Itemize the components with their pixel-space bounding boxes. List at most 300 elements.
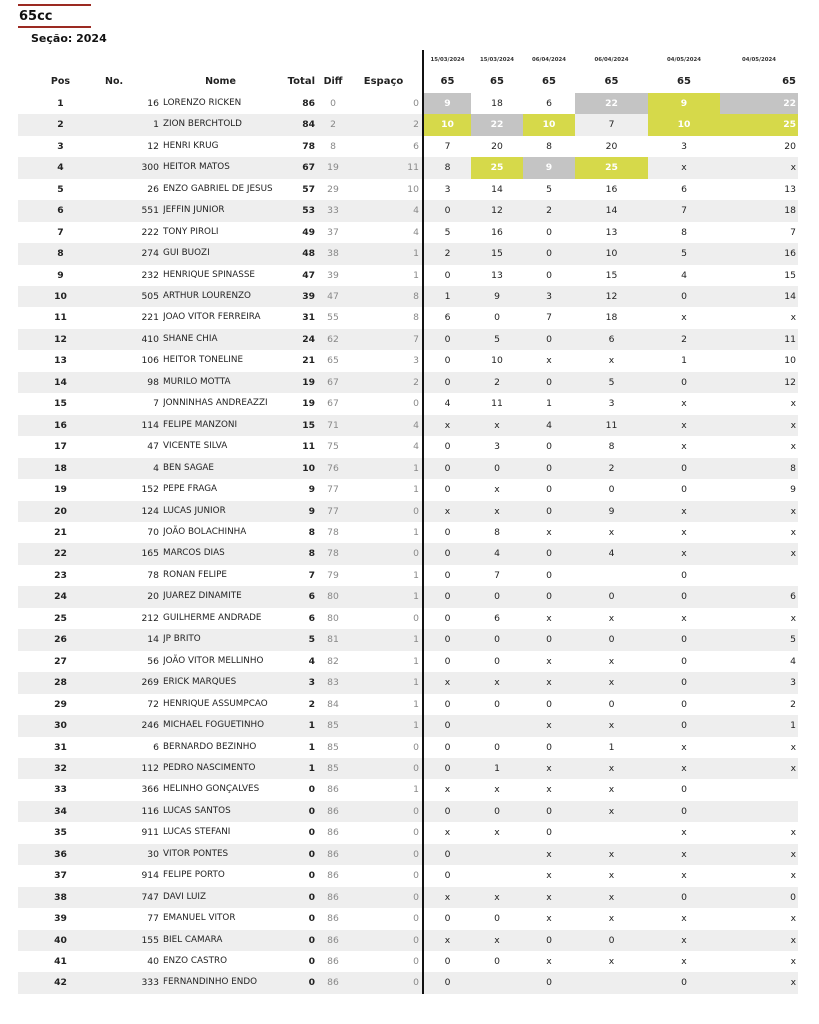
round-result-cell: x — [608, 612, 615, 624]
espaco-cell: 1 — [348, 629, 423, 650]
round-result-cell: x — [681, 741, 687, 753]
pos-cell: 9 — [57, 269, 64, 281]
round-result-cell: 0 — [444, 355, 451, 367]
round-result-cell: x — [790, 827, 796, 839]
round-result-cell: 0 — [471, 629, 523, 650]
round-result-cell: 0 — [681, 569, 687, 581]
round-result-cell: 0 — [523, 329, 575, 350]
round-result-cell: 4 — [444, 398, 451, 410]
number-cell: 77 — [147, 913, 159, 925]
number-cell: 274 — [103, 243, 163, 264]
name-cell: HENRIQUE SPINASSE — [163, 269, 255, 280]
total-cell: 9 — [278, 501, 318, 522]
round-result-cell: 0 — [648, 586, 720, 607]
round-result-cell: 0 — [648, 286, 720, 307]
total-cell: 0 — [308, 956, 315, 968]
round-result-cell: x — [790, 526, 796, 538]
round-result-cell: 0 — [648, 715, 720, 736]
pos-cell: 17 — [54, 441, 67, 453]
round-result-cell: 0 — [523, 930, 575, 951]
name-cell: PEPE FRAGA — [163, 484, 218, 495]
diff-cell: 86 — [327, 956, 339, 968]
round-result-cell: 0 — [546, 269, 552, 281]
round-result-cell: 15 — [784, 269, 796, 281]
round-result-cell: x — [790, 441, 796, 453]
col-header-no: No. — [105, 76, 124, 88]
round-result-cell: x — [546, 612, 552, 624]
number-cell: 410 — [103, 329, 163, 350]
round-result-cell: x — [444, 827, 451, 839]
diff-cell: 76 — [318, 458, 348, 479]
pos-cell: 2 — [18, 114, 103, 135]
espaco-cell: 2 — [348, 372, 423, 393]
espaco-cell: 1 — [348, 586, 423, 607]
round-result-cell: x — [720, 972, 798, 993]
name-cell: JUAREZ DINAMITE — [163, 586, 278, 607]
season-label: Seção: 2024 — [31, 32, 107, 45]
name-cell: FERNANDINHO ENDO — [163, 972, 278, 993]
column-header-row — [18, 71, 798, 92]
round-result-cell: 0 — [423, 458, 471, 479]
round-result-cell: x — [648, 157, 720, 178]
total-cell: 1 — [278, 715, 318, 736]
col-header-diff: Diff — [323, 76, 343, 88]
pos-cell: 25 — [54, 612, 67, 624]
pos-cell: 29 — [54, 698, 67, 710]
round-result-cell: 0 — [494, 913, 500, 925]
round-result-cell: 6 — [575, 329, 648, 350]
round-result-cell: 0 — [444, 956, 451, 968]
round-result-cell: 7 — [575, 114, 648, 135]
round-result-cell: 15 — [471, 243, 523, 264]
diff-cell: 39 — [327, 269, 339, 281]
total-cell: 1 — [278, 758, 318, 779]
espaco-cell: 1 — [348, 265, 423, 286]
round-result-cell: 11 — [575, 415, 648, 436]
total-cell: 10 — [278, 458, 318, 479]
round-result-cell: x — [494, 784, 500, 796]
round-result-cell: 0 — [546, 484, 552, 496]
total-cell: 19 — [278, 372, 318, 393]
diff-cell: 78 — [327, 526, 339, 538]
round-result-cell: x — [523, 715, 575, 736]
espaco-cell: 0 — [348, 608, 423, 629]
round-result-cell: 0 — [523, 243, 575, 264]
espaco-cell: 0 — [348, 887, 423, 908]
pos-cell: 19 — [54, 484, 67, 496]
round-result-cell — [471, 972, 523, 993]
total-cell: 19 — [302, 398, 315, 410]
diff-cell: 78 — [318, 543, 348, 564]
table-row — [18, 608, 798, 629]
name-cell: GUI BUOZI — [163, 243, 278, 264]
pos-cell: 14 — [18, 372, 103, 393]
pos-cell: 42 — [18, 972, 103, 993]
round-result-cell: 0 — [523, 372, 575, 393]
round-result-cell: 0 — [444, 441, 451, 453]
diff-cell: 38 — [318, 243, 348, 264]
round-result-cell: 2 — [575, 458, 648, 479]
number-cell: 78 — [147, 569, 159, 581]
diff-cell: 86 — [327, 870, 339, 882]
round-result-cell: x — [471, 672, 523, 693]
espaco-cell: 0 — [348, 93, 423, 114]
round-result-cell: x — [423, 672, 471, 693]
table-row — [18, 286, 798, 307]
diff-cell: 80 — [327, 612, 339, 624]
page-title: 65cc — [19, 9, 53, 24]
pos-cell: 8 — [18, 243, 103, 264]
espaco-cell: 0 — [348, 501, 423, 522]
name-cell: JOÃO BOLACHINHA — [163, 526, 247, 537]
round-result-cell: x — [608, 870, 615, 882]
pos-cell: 31 — [54, 741, 67, 753]
round-result-cell: 4 — [575, 543, 648, 564]
round-result-cell: 0 — [720, 887, 798, 908]
round-result-cell: 5 — [444, 226, 451, 238]
round-result-cell: 14 — [720, 286, 798, 307]
name-cell: MICHAEL FOGUETINHO — [163, 715, 278, 736]
espaco-cell: 1 — [348, 715, 423, 736]
name-cell: ENZO CASTRO — [163, 956, 228, 967]
table-row — [18, 200, 798, 221]
name-cell: MARCOS DIAS — [163, 543, 278, 564]
number-cell: 300 — [103, 157, 163, 178]
round-result-cell: x — [608, 913, 615, 925]
diff-cell: 67 — [327, 398, 339, 410]
espaco-cell: 2 — [348, 114, 423, 135]
pos-cell: 36 — [18, 844, 103, 865]
espaco-cell: 0 — [348, 865, 423, 886]
round-result-cell: 0 — [575, 629, 648, 650]
number-cell: 155 — [103, 930, 163, 951]
round-result-cell: 5 — [648, 243, 720, 264]
col-header-round: 65 — [782, 76, 796, 88]
table-row — [18, 157, 798, 178]
number-cell: 40 — [147, 956, 159, 968]
round-result-cell: 8 — [546, 140, 552, 152]
round-result-cell: 9 — [790, 484, 796, 496]
table-row — [18, 501, 798, 522]
round-result-cell: 0 — [523, 458, 575, 479]
table-row — [18, 436, 798, 457]
table-row — [18, 350, 798, 371]
pos-cell: 41 — [54, 956, 67, 968]
table-row — [18, 822, 798, 843]
pos-cell: 33 — [54, 784, 67, 796]
round-result-cell: 0 — [523, 586, 575, 607]
round-date: 04/05/2024 — [667, 57, 701, 63]
diff-cell: 29 — [327, 183, 339, 195]
round-result-cell: 6 — [444, 312, 451, 324]
round-result-cell: x — [790, 741, 796, 753]
pos-cell: 7 — [57, 226, 64, 238]
pos-cell: 3 — [57, 140, 64, 152]
round-result-cell: 0 — [444, 569, 451, 581]
espaco-cell: 0 — [348, 972, 423, 993]
round-result-cell: x — [608, 956, 615, 968]
round-result-cell: 0 — [494, 312, 500, 324]
round-result-cell: 10 — [491, 355, 503, 367]
col-header-round: 65 — [677, 76, 691, 88]
pos-cell: 10 — [18, 286, 103, 307]
name-cell: MURILO MOTTA — [163, 372, 278, 393]
name-cell: JP BRITO — [163, 629, 278, 650]
name-cell: RONAN FELIPE — [163, 569, 227, 580]
round-result-cell: 14 — [575, 200, 648, 221]
number-cell: 222 — [141, 226, 159, 238]
round-result-cell: 0 — [648, 887, 720, 908]
round-result-cell: x — [423, 415, 471, 436]
total-cell: 2 — [308, 698, 315, 710]
total-cell: 6 — [278, 586, 318, 607]
name-cell: LUCAS STEFANI — [163, 827, 231, 838]
total-cell: 84 — [278, 114, 318, 135]
diff-cell: 65 — [327, 355, 339, 367]
round-result-cell: 15 — [605, 269, 618, 281]
table-row — [18, 715, 798, 736]
espaco-cell: 0 — [348, 393, 423, 414]
number-cell: 232 — [141, 269, 159, 281]
table-row — [18, 393, 798, 414]
total-cell: 31 — [302, 312, 315, 324]
pos-cell: 20 — [18, 501, 103, 522]
col-header-pos: Pos — [50, 76, 71, 88]
diff-cell: 86 — [318, 887, 348, 908]
round-result-cell: 0 — [546, 226, 552, 238]
round-result-cell: 5 — [471, 329, 523, 350]
total-cell: 47 — [302, 269, 315, 281]
diff-cell: 80 — [318, 586, 348, 607]
round-result-cell: x — [575, 672, 648, 693]
name-cell: GUILHERME ANDRADE — [163, 612, 262, 623]
table-row — [18, 629, 798, 650]
table-row — [18, 222, 798, 243]
round-result-cell: 0 — [444, 269, 451, 281]
round-result-cell: x — [575, 801, 648, 822]
round-result-cell: 7 — [444, 140, 451, 152]
total-cell: 11 — [302, 441, 315, 453]
table-row — [18, 930, 798, 951]
diff-cell: 67 — [318, 372, 348, 393]
name-cell: VITOR PONTES — [163, 844, 278, 865]
number-cell: 551 — [103, 200, 163, 221]
round-result-cell: 0 — [608, 698, 615, 710]
round-result-cell — [720, 565, 798, 586]
round-result-cell: 8 — [423, 157, 471, 178]
round-result-cell: x — [681, 612, 687, 624]
name-cell: JOÃO VITOR MELLINHO — [163, 655, 264, 666]
diff-cell: 77 — [318, 501, 348, 522]
round-result-cell: 0 — [681, 698, 687, 710]
table-row — [18, 136, 798, 157]
round-result-cell: x — [546, 655, 552, 667]
diff-cell: 86 — [318, 844, 348, 865]
round-date: 04/05/2024 — [742, 57, 776, 63]
table-row — [18, 779, 798, 800]
round-result-cell: x — [423, 501, 471, 522]
round-result-cell: 0 — [523, 501, 575, 522]
round-result-cell: 8 — [494, 526, 500, 538]
round-result-cell: 0 — [471, 801, 523, 822]
round-result-cell: 1 — [681, 355, 687, 367]
name-cell: HEITOR TONELINE — [163, 355, 244, 366]
round-result-cell: 0 — [681, 655, 687, 667]
round-result-cell: x — [546, 526, 552, 538]
round-result-cell: x — [444, 784, 451, 796]
espaco-cell: 0 — [348, 543, 423, 564]
round-result-cell: x — [681, 913, 687, 925]
round-result-cell: 4 — [471, 543, 523, 564]
pos-cell: 34 — [18, 801, 103, 822]
round-result-cell: 0 — [423, 715, 471, 736]
table-row — [18, 372, 798, 393]
number-cell: 30 — [103, 844, 163, 865]
round-result-cell: 1 — [608, 741, 615, 753]
round-result-cell: 13 — [491, 269, 503, 281]
round-result-cell: 18 — [720, 200, 798, 221]
round-result-cell: x — [546, 355, 552, 367]
round-result-cell: 0 — [648, 458, 720, 479]
round-result-cell: x — [720, 157, 798, 178]
pos-cell: 35 — [54, 827, 67, 839]
espaco-cell: 0 — [348, 737, 423, 758]
espaco-cell: 0 — [348, 951, 423, 972]
table-row — [18, 522, 798, 543]
espaco-cell: 0 — [348, 801, 423, 822]
round-result-cell — [720, 779, 798, 800]
pos-cell: 26 — [18, 629, 103, 650]
total-cell: 5 — [278, 629, 318, 650]
round-result-cell — [720, 801, 798, 822]
round-result-cell: 0 — [608, 484, 615, 496]
round-result-cell: x — [720, 930, 798, 951]
table-row — [18, 887, 798, 908]
number-cell: 12 — [147, 140, 159, 152]
round-result-cell: 0 — [444, 655, 451, 667]
diff-cell: 86 — [318, 801, 348, 822]
round-result-cell: 0 — [423, 801, 471, 822]
round-result-cell: 4 — [681, 269, 687, 281]
round-result-cell: 11 — [491, 398, 503, 410]
round-result-cell: 8 — [681, 226, 687, 238]
number-cell: 4 — [103, 458, 163, 479]
col-header-name: Nome — [205, 76, 236, 88]
round-result-cell: 3 — [523, 286, 575, 307]
name-cell: ZION BERCHTOLD — [163, 114, 278, 135]
round-result-cell: 8 — [608, 441, 615, 453]
round-result-cell: 0 — [523, 801, 575, 822]
pos-cell: 39 — [54, 913, 67, 925]
total-cell: 0 — [308, 870, 315, 882]
round-result-cell: 25 — [720, 114, 798, 135]
total-cell: 53 — [278, 200, 318, 221]
round-result-cell: x — [608, 526, 615, 538]
round-result-cell: 0 — [444, 484, 451, 496]
col-header-espaco: Espaço — [348, 71, 423, 92]
round-result-cell: 18 — [491, 97, 503, 109]
round-result-cell — [575, 565, 648, 586]
pos-cell: 27 — [54, 655, 67, 667]
round-result-cell: 0 — [423, 629, 471, 650]
total-cell: 4 — [308, 655, 315, 667]
round-result-cell: 6 — [546, 97, 552, 109]
espaco-cell: 10 — [348, 179, 423, 200]
round-result-cell: 16 — [491, 226, 503, 238]
table-row — [18, 865, 798, 886]
number-cell: 333 — [103, 972, 163, 993]
round-result-cell: 12 — [720, 372, 798, 393]
diff-cell: 37 — [327, 226, 339, 238]
diff-cell: 77 — [327, 484, 339, 496]
total-cell: 49 — [302, 226, 315, 238]
total-cell: 0 — [308, 913, 315, 925]
name-cell: LUCAS SANTOS — [163, 801, 278, 822]
round-result-cell: 10 — [648, 114, 720, 135]
round-result-cell: 0 — [423, 372, 471, 393]
total-cell: 0 — [308, 827, 315, 839]
total-cell: 78 — [302, 140, 315, 152]
round-result-cell: 2 — [648, 329, 720, 350]
total-cell: 86 — [302, 97, 315, 109]
name-cell: ENZO GABRIEL DE JESUS — [163, 183, 273, 194]
round-result-cell: x — [790, 870, 796, 882]
round-result-cell: 20 — [605, 140, 618, 152]
diff-cell: 81 — [318, 629, 348, 650]
name-cell: ARTHUR LOURENZO — [163, 286, 278, 307]
round-result-cell: 10 — [575, 243, 648, 264]
round-result-cell: x — [423, 930, 471, 951]
espaco-cell: 1 — [348, 522, 423, 543]
total-cell: 15 — [278, 415, 318, 436]
number-cell: 212 — [141, 612, 159, 624]
round-result-cell: x — [608, 355, 615, 367]
espaco-cell: 0 — [348, 822, 423, 843]
diff-cell: 0 — [330, 97, 336, 109]
round-result-cell: 0 — [471, 458, 523, 479]
number-cell: 747 — [103, 887, 163, 908]
round-result-cell: 9 — [575, 501, 648, 522]
round-result-cell: 0 — [444, 526, 451, 538]
round-result-cell: 5 — [575, 372, 648, 393]
round-result-cell: 9 — [423, 93, 471, 114]
pos-cell: 15 — [54, 398, 67, 410]
round-result-cell: 16 — [605, 183, 618, 195]
number-cell: 26 — [147, 183, 159, 195]
round-result-cell: 0 — [681, 484, 687, 496]
round-result-cell: x — [648, 930, 720, 951]
round-result-cell: x — [471, 501, 523, 522]
table-row — [18, 672, 798, 693]
round-result-cell: x — [523, 758, 575, 779]
round-result-cell: 2 — [423, 243, 471, 264]
round-result-cell: 14 — [491, 183, 503, 195]
total-cell: 6 — [308, 612, 315, 624]
round-result-cell: x — [720, 415, 798, 436]
table-row — [18, 651, 798, 672]
col-header-round: 65 — [604, 76, 619, 88]
name-cell: JOAO VITOR FERREIRA — [163, 312, 261, 323]
round-result-cell: 11 — [720, 329, 798, 350]
name-cell: LUCAS JUNIOR — [163, 501, 278, 522]
diff-cell: 82 — [327, 655, 339, 667]
number-cell: 72 — [147, 698, 159, 710]
round-result-cell: 7 — [546, 312, 552, 324]
round-result-cell: 0 — [423, 972, 471, 993]
round-result-cell: x — [546, 913, 552, 925]
espaco-cell: 1 — [348, 565, 423, 586]
round-result-cell: 0 — [575, 930, 648, 951]
